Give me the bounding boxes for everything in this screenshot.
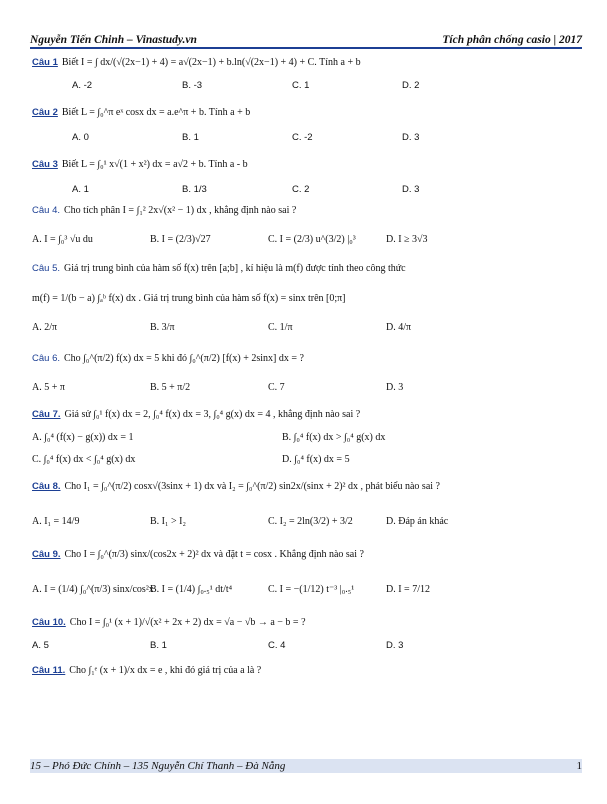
question-10 — [32, 614, 582, 630]
option-b: B. ∫₀⁴ f(x) dx > ∫₀⁴ g(x) dx — [282, 431, 386, 443]
option-c: C. 4 — [268, 639, 286, 651]
options-row — [72, 182, 582, 196]
option-b: B. I = (1/4) ∫₀.₅¹ dt/t⁴ — [150, 583, 233, 595]
option-c: C. 2 — [292, 183, 310, 195]
option-c: C. I = −(1/12) t⁻³ |₀.₅¹ — [268, 583, 355, 595]
question-label: Câu 7. — [32, 408, 61, 420]
question-label: Câu 3 — [32, 158, 58, 170]
options-row — [32, 430, 582, 444]
option-b: B. I₁ > I₂ — [150, 515, 186, 527]
option-c: C. 1 — [292, 79, 310, 91]
question-9 — [32, 546, 582, 562]
header-title: Tích phân chống casio | 2017 — [442, 34, 582, 46]
options-row — [32, 638, 582, 652]
option-a: A. 5 + π — [32, 381, 65, 393]
page-header — [30, 30, 582, 49]
question-text: Cho ∫₁ᵉ (x + 1)/x dx = e , khi đó giá trị của a là ? — [69, 664, 262, 676]
question-8 — [32, 478, 582, 494]
question-label: Câu 11. — [32, 664, 66, 676]
option-c: C. 7 — [268, 381, 285, 393]
options-row — [32, 380, 582, 394]
option-b: B. 1/3 — [182, 183, 207, 195]
option-a: A. I₁ = 14/9 — [32, 515, 80, 527]
question-1 — [32, 54, 582, 70]
question-list — [32, 54, 582, 678]
option-d: D. I = 7/12 — [386, 583, 430, 595]
options-row — [32, 514, 582, 528]
options-row — [32, 582, 582, 596]
question-label: Câu 10. — [32, 616, 66, 628]
option-a: A. ∫₀⁴ (f(x) − g(x)) dx = 1 — [32, 431, 134, 443]
question-text-2: m(f) = 1/(b − a) ∫ₐᵇ f(x) dx . Giá trị trung bình của hàm số f(x) = sinx trên [0;π] — [32, 292, 346, 304]
option-b: B. 3/π — [150, 321, 175, 333]
question-text: Cho I = ∫₀¹ (x + 1)/√(x² + 2x + 2) dx = √a − √b → a − b = ? — [69, 616, 306, 628]
option-c: C. I = (2/3) u^(3/2) |₀³ — [268, 233, 356, 245]
question-text: Cho I = ∫₀^(π/3) sinx/(cos2x + 2)² dx và đặt t = cosx . Khẳng định nào sai ? — [64, 548, 364, 560]
options-row — [32, 452, 582, 466]
option-b: B. 5 + π/2 — [150, 381, 191, 393]
question-6 — [32, 350, 582, 366]
page-footer — [30, 759, 582, 773]
option-d: D. 3 — [402, 183, 420, 195]
option-d: D. Đáp án khác — [386, 515, 449, 527]
question-7 — [32, 406, 582, 422]
option-a: A. 1 — [72, 183, 89, 195]
question-label: Câu 6. — [32, 352, 60, 364]
options-row — [72, 130, 582, 144]
option-a: A. -2 — [72, 79, 93, 91]
header-author: Nguyễn Tiến Chinh – Vinastudy.vn — [30, 34, 197, 46]
question-2 — [32, 104, 582, 120]
option-d: D. 4/π — [386, 321, 412, 333]
options-row — [32, 232, 582, 246]
footer-address: 15 – Phó Đức Chính – 135 Nguyễn Chí Thanh – Đà Nẵng — [30, 760, 286, 772]
option-a: A. I = (1/4) ∫₀^(π/3) sinx/cos²x — [32, 583, 154, 595]
question-text: Biết L = ∫₀^π eˣ cosx dx = a.e^π + b. Tính a + b — [61, 106, 251, 118]
question-3 — [32, 156, 582, 172]
option-b: B. 1 — [150, 639, 167, 651]
page-number: 1 — [576, 760, 582, 772]
option-a: A. 0 — [72, 131, 89, 143]
question-text: Giá trị trung bình của hàm số f(x) trên [a;b] , kí hiệu là m(f) được tính theo công thức — [64, 262, 406, 274]
option-c: C. 1/π — [268, 321, 293, 333]
option-d: D. 2 — [402, 79, 420, 91]
option-d: D. 3 — [386, 381, 404, 393]
option-c: C. I₂ = 2ln(3/2) + 3/2 — [268, 515, 353, 527]
question-label: Câu 8. — [32, 480, 61, 492]
question-5-continued — [32, 290, 582, 306]
question-4 — [32, 202, 582, 218]
question-text: Giả sử ∫₀¹ f(x) dx = 2, ∫₀⁴ f(x) dx = 3, ∫₀⁴ g(x) dx = 4 , khẳng định nào sai ? — [64, 408, 361, 420]
question-label: Câu 1 — [32, 56, 58, 68]
question-5 — [32, 260, 582, 276]
option-c: C. -2 — [292, 131, 313, 143]
question-text: Biết L = ∫₀¹ x√(1 + x²) dx = a√2 + b. Tính a - b — [61, 158, 248, 170]
question-label: Câu 4. — [32, 204, 60, 216]
question-text: Biết I = ∫ dx/(√(2x−1) + 4) = a√(2x−1) + b.ln(√(2x−1) + 4) + C. Tính a + b — [61, 56, 361, 68]
option-d: D. 3 — [386, 639, 404, 651]
option-a: A. 5 — [32, 639, 49, 651]
option-b: B. -3 — [182, 79, 203, 91]
option-d: D. ∫₀⁴ f(x) dx = 5 — [282, 453, 350, 465]
question-label: Câu 9. — [32, 548, 61, 560]
question-text: Cho ∫₀^(π/2) f(x) dx = 5 khi đó ∫₀^(π/2) [f(x) + 2sinx] dx = ? — [64, 352, 304, 364]
options-row — [32, 320, 582, 334]
option-b: B. 1 — [182, 131, 199, 143]
option-c: C. ∫₀⁴ f(x) dx < ∫₀⁴ g(x) dx — [32, 453, 136, 465]
option-d: D. 3 — [402, 131, 420, 143]
option-a: A. 2/π — [32, 321, 58, 333]
question-label: Câu 2 — [32, 106, 58, 118]
question-label: Câu 5. — [32, 262, 60, 274]
question-text: Cho I₁ = ∫₀^(π/2) cosx√(3sinx + 1) dx và I₂ = ∫₀^(π/2) sin2x/(sinx + 2)² dx , phát biểu nào sai ? — [64, 480, 440, 492]
option-d: D. I ≥ 3√3 — [386, 233, 428, 245]
question-11 — [32, 662, 582, 678]
option-b: B. I = (2/3)√27 — [150, 233, 211, 245]
question-text: Cho tích phân I = ∫₁² 2x√(x² − 1) dx , khẳng định nào sai ? — [64, 204, 297, 216]
options-row — [72, 78, 582, 92]
option-a: A. I = ∫₀³ √u du — [32, 233, 93, 245]
